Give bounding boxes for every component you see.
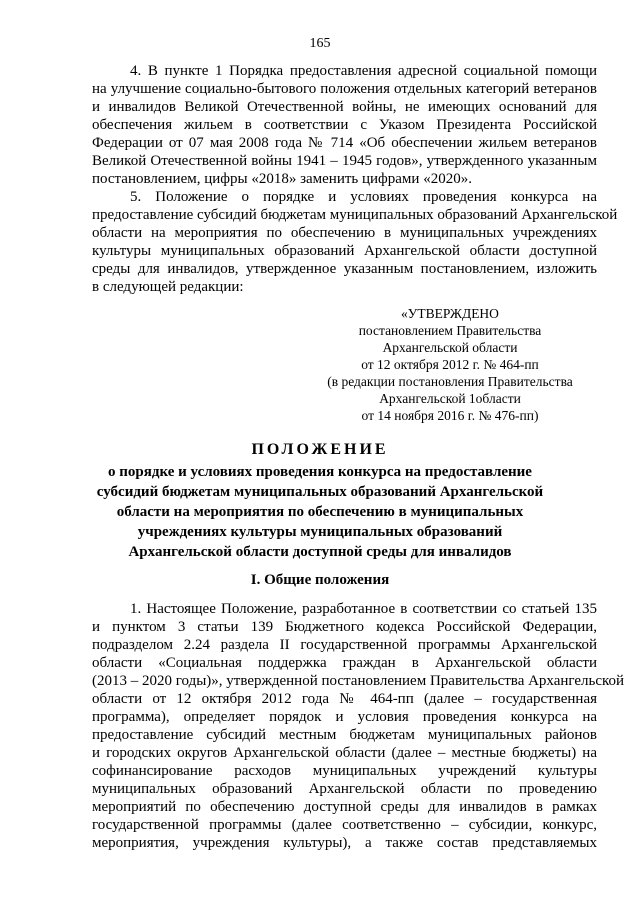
subtitle-line: учреждениях культуры муниципальных образований	[137, 524, 503, 540]
item4-line: Великой Отечественной войны 1941 – 1945 годов», утвержденного указанным	[92, 153, 597, 169]
item4-line: Федерации от 07 мая 2008 года № 714 «Об обеспечении жильем ветеранов	[92, 135, 597, 151]
para1-line: и пунктом 3 статьи 139 Бюджетного кодекса Российской Федерации,	[92, 619, 597, 635]
item5-line: в следующей редакции:	[92, 279, 244, 295]
subtitle-line: о порядке и условиях проведения конкурса на предоставление	[108, 464, 532, 480]
approval-line: «УТВЕРЖДЕНО	[401, 306, 499, 321]
para1-line: области от 12 октября 2012 года № 464-пп (далее – государственная	[92, 691, 597, 707]
approval-line: постановлением Правительства	[358, 323, 542, 338]
para1-line: программа), определяет порядок и условия проведения конкурса на	[92, 709, 597, 725]
item4-line: на улучшение социально-бытового положения отдельных категорий ветеранов	[92, 81, 597, 97]
para1-line: муниципальных образований Архангельской области по проведению	[92, 781, 597, 797]
item4-line: и инвалидов Великой Отечественной войны, не имеющих оснований для	[92, 99, 597, 115]
para1-line: и городских округов Архангельской области (далее – местные бюджеты) на	[92, 745, 597, 761]
page-number: 165	[309, 36, 331, 51]
para1-line: (2013 – 2020 годы)», утвержденной постановлением Правительства Архангельской	[92, 673, 625, 689]
para1-line: мероприятий по обеспечению доступной среды для инвалидов в рамках	[92, 799, 597, 815]
para1-line: государственной программы (далее соответственно – субсидии, конкурс,	[92, 817, 597, 833]
item4-line: 4. В пункте 1 Порядка предоставления адресной социальной помощи	[130, 63, 597, 79]
approval-line: от 12 октября 2012 г. № 464-пп	[361, 357, 539, 372]
para1-line: области «Социальная поддержка граждан в Архангельской области	[92, 655, 597, 671]
item5-line: среды для инвалидов, утвержденное указанным постановлением, изложить	[92, 261, 597, 277]
para1-line: мероприятия, учреждения культуры), а также состав представляемых	[92, 835, 597, 851]
item5-line: культуры муниципальных образований Архангельской области доступной	[92, 243, 597, 259]
item5-line: области на мероприятия по обеспечению в муниципальных учреждениях	[92, 225, 597, 241]
item5-line: предоставление субсидий бюджетам муниципальных образований Архангельской	[92, 207, 618, 223]
item4-line: обеспечения жильем в соответствии с Указом Президента Российской	[92, 117, 597, 133]
item4-line: постановлением, цифры «2018» заменить цифрами «2020».	[92, 171, 472, 187]
approval-line: (в редакции постановления Правительства	[327, 374, 573, 389]
subtitle-line: субсидий бюджетам муниципальных образований Архангельской	[96, 484, 544, 500]
approval-line: Архангельской области	[382, 340, 518, 355]
subtitle-line: Архангельской области доступной среды для инвалидов	[128, 544, 512, 560]
para1-line: софинансирование расходов муниципальных учреждений культуры	[92, 763, 597, 779]
subtitle-line: области на мероприятия по обеспечению в муниципальных	[116, 504, 524, 520]
para1-line: предоставление субсидий местным бюджетам муниципальных районов	[92, 727, 597, 743]
para1-line: подразделом 2.24 раздела II государственной программы Архангельской	[92, 637, 597, 653]
approval-line: Архангельской 1области	[379, 391, 521, 406]
para1-line: 1. Настоящее Положение, разработанное в соответствии со статьей 135	[130, 601, 597, 617]
item5-line: 5. Положение о порядке и условиях проведения конкурса на	[130, 189, 597, 205]
document-title: ПОЛОЖЕНИЕ	[251, 441, 389, 458]
section-heading: I. Общие положения	[250, 572, 390, 588]
approval-line: от 14 ноября 2016 г. № 476-пп)	[361, 408, 539, 423]
